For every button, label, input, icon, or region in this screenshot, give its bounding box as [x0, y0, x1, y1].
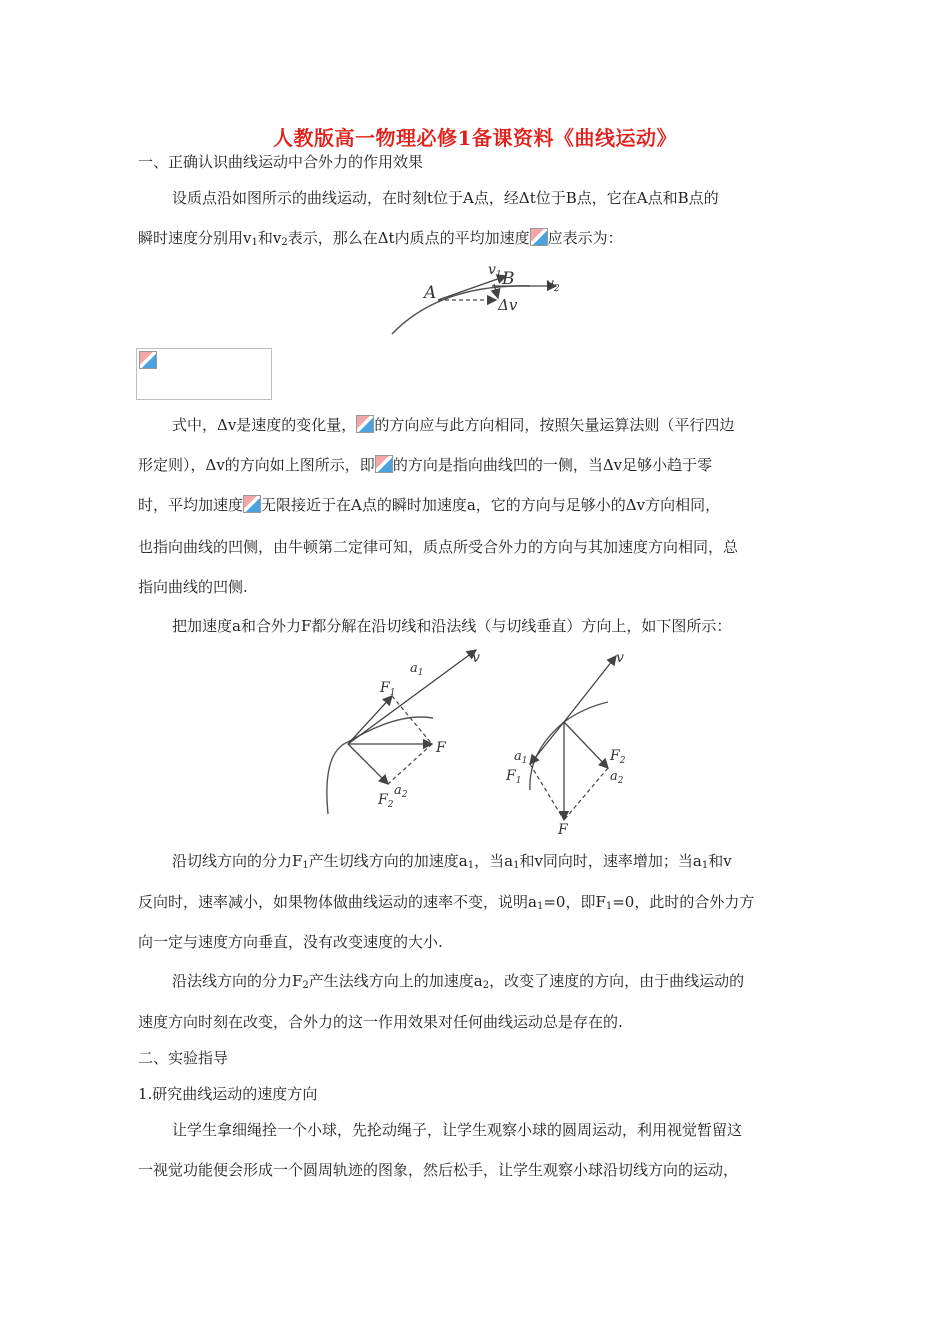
velocity-change-figure — [380, 254, 580, 340]
paragraph-line: 把加速度a和合外力F都分解在沿切线和沿法线（与切线垂直）方向上，如下图所示： — [172, 617, 732, 635]
v-label: v — [616, 650, 624, 666]
paragraph-line: 让学生拿细绳拴一个小球，先抡动绳子，让学生观察小球的圆周运动，利用视觉暂留这 — [172, 1121, 743, 1139]
paragraph-line: 式中，Δv是速度的变化量， 的方向应与此方向相同，按照矢量运算法则（平行四边 — [172, 416, 735, 434]
document-title: 人教版高一物理必修1备课资料《曲线运动》 — [273, 126, 677, 150]
paragraph-line: 形定则），Δv的方向如上图所示，即 的方向是指向曲线凹的一侧，当Δv足够小趋于零 — [138, 456, 713, 474]
paragraph-line: 速度方向时刻在改变，合外力的这一作用效果对任何曲线运动总是存在的. — [138, 1013, 623, 1031]
broken-image-icon — [139, 351, 157, 369]
broken-image-icon — [530, 228, 548, 246]
f2-label: $F_2$ — [610, 748, 626, 766]
paragraph-line: 时，平均加速度 无限接近于在A点的瞬时加速度a，它的方向与足够小的Δv方向相同， — [138, 496, 721, 514]
paragraph-line: 也指向曲线的凹侧，由牛顿第二定律可知，质点所受合外力的方向与其加速度方向相同，总 — [138, 538, 739, 556]
broken-image-icon — [243, 495, 261, 513]
delta-v-label: Δv — [498, 296, 518, 314]
broken-image-icon — [375, 455, 393, 473]
paragraph-line: 向一定与速度方向垂直，没有改变速度的大小. — [138, 933, 443, 951]
a2-label: $a_2$ — [610, 769, 624, 786]
a2-label: $a_2$ — [394, 783, 408, 800]
section1-heading: 一、正确认识曲线运动中合外力的作用效果 — [138, 153, 424, 171]
a1-label: $a_1$ — [410, 661, 424, 678]
v2-label: $v_2$ — [546, 276, 560, 294]
point-a-label: A — [424, 283, 437, 303]
paragraph-line: 反向时，速率减小，如果物体做曲线运动的速率不变，说明$a_1=0$，即$F_1=0$，此时的合外力方 — [138, 893, 755, 912]
f-label: F — [558, 822, 568, 838]
formula-image-box — [136, 348, 272, 400]
section2-heading: 二、实验指导 — [138, 1049, 229, 1067]
paragraph-line: 瞬时速度分别用$v_1$和$v_2$表示，那么在Δt内质点的平均加速度 应表示为： — [138, 229, 623, 248]
f1-label: $F_1$ — [380, 680, 396, 698]
f2-label: $F_2$ — [378, 792, 394, 810]
a1-label: $a_1$ — [514, 749, 528, 766]
paragraph-line: 设质点沿如图所示的曲线运动，在时刻t位于A点，经Δt位于B点，它在A点和B点的 — [172, 189, 719, 207]
paragraph-line: 指向曲线的凹侧. — [138, 578, 248, 596]
broken-image-icon — [356, 415, 374, 433]
force-decomposition-figure — [318, 642, 648, 840]
v1-label: $v_1$ — [488, 262, 502, 280]
f-label: F — [436, 740, 446, 756]
subsection-heading: 1.研究曲线运动的速度方向 — [138, 1085, 318, 1103]
paragraph-line: 一视觉功能便会形成一个圆周轨迹的图象，然后松手，让学生观察小球沿切线方向的运动， — [138, 1161, 739, 1179]
paragraph-line: 沿切线方向的分力$F_1$产生切线方向的加速度$a_1$，当$a_1$和v同向时，速率增加；当$a_1$和v — [172, 852, 732, 871]
v-label: v — [472, 650, 480, 666]
paragraph-line: 沿法线方向的分力$F_2$产生法线方向上的加速度$a_2$，改变了速度的方向，由于曲线运动的 — [172, 972, 745, 991]
point-b-label: B — [502, 269, 515, 289]
f1-label: $F_1$ — [506, 768, 522, 786]
